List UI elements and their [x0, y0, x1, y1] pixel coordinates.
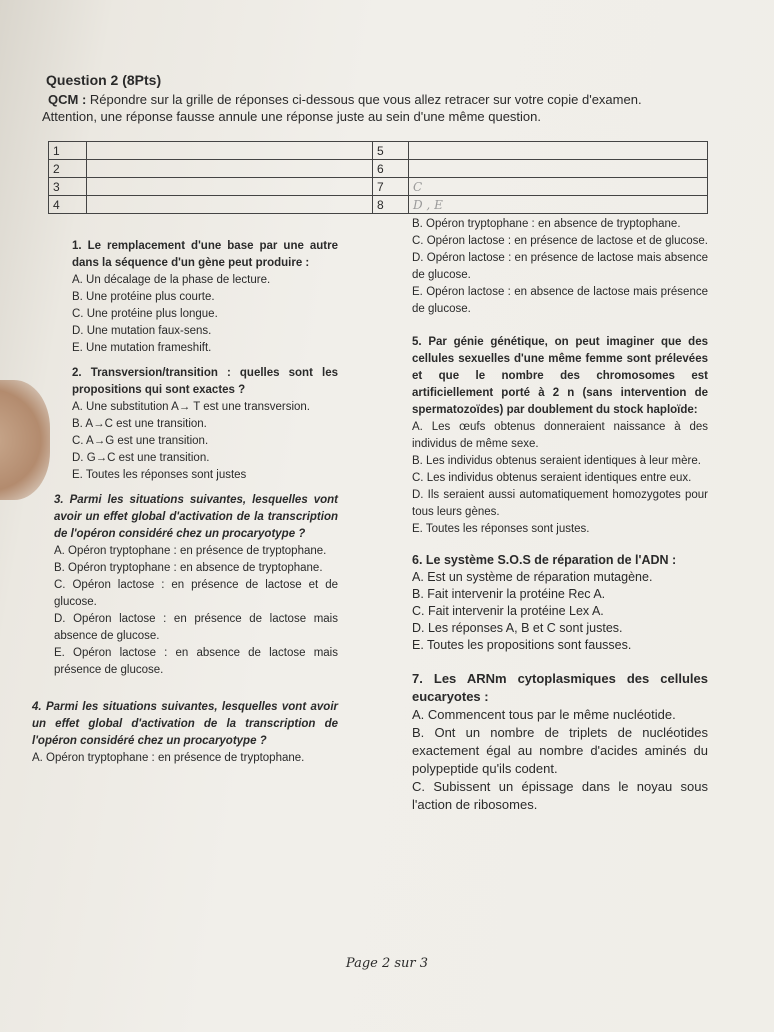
question-3 [20, 492, 338, 679]
option: B. Ont un nombre de triplets de nucléotides exactement égal au nombre d'acides aminés du polypeptide qu'ils codent. [412, 725, 708, 776]
option: D. Opéron lactose : en présence de lactose mais absence de glucose. [54, 613, 338, 642]
option: B. Opéron tryptophane : en absence de tryptophane. [412, 218, 681, 230]
grid-row [49, 178, 708, 196]
grid-answer [87, 196, 373, 214]
qcm-instruction [48, 92, 732, 107]
qcm-label: QCM : [48, 92, 87, 107]
option: A. Est un système de réparation mutagène. [412, 570, 653, 584]
question-header: 6. Le système S.O.S de réparation de l'ADN : [412, 553, 677, 567]
option: E. Opéron lactose : en absence de lactose mais présence de glucose. [412, 286, 708, 315]
question-title: Question 2 (8Pts) [46, 72, 162, 88]
option: E. Une mutation frameshift. [72, 342, 212, 354]
option: B. Fait intervenir la protéine Rec A. [412, 587, 606, 601]
qcm-text: Répondre sur la grille de réponses ci-dessous que vous allez retracer sur votre copie d'examen. [89, 92, 642, 107]
grid-number: 6 [373, 160, 409, 178]
question-1 [20, 238, 338, 357]
grid-answer [87, 142, 373, 160]
option: A. Opéron tryptophane : en présence de tryptophane. [32, 752, 305, 764]
question-4-continued [412, 216, 708, 318]
option: D. G→C est une transition. [72, 452, 210, 464]
question-2 [20, 365, 338, 484]
page-number: Page 2 sur 3 [345, 956, 429, 971]
question-header: 1. Le remplacement d'une base par une autre dans la séquence d'un gène peut produire : [72, 240, 338, 269]
option: D. Les réponses A, B et C sont justes. [412, 621, 623, 635]
option: C. Une protéine plus longue. [72, 308, 218, 320]
option: D. Une mutation faux-sens. [72, 325, 212, 337]
grid-number: 7 [373, 178, 409, 196]
question-header: 4. Parmi les situations suivantes, lesquelles vont avoir un effet global d'activation de la transcription de l'opéron considéré chez un procaryotype ? [32, 701, 338, 747]
grid-number: 5 [373, 142, 409, 160]
option: B. Une protéine plus courte. [72, 291, 215, 303]
option: C. Opéron lactose : en présence de lactose et de glucose. [54, 579, 338, 608]
question-header: 5. Par génie génétique, on peut imaginer que des cellules sexuelles d'une même femme sont prélevées et que le nombre des chromosomes est artificiellement porté à 2 n (sans intervention de spermatozoïdes) par doublement du stock haploïde: [412, 336, 708, 416]
grid-answer [409, 142, 708, 160]
option: D. Opéron lactose : en présence de lactose mais absence de glucose. [412, 252, 708, 281]
grid-answer [87, 160, 373, 178]
option: C. Les individus obtenus seraient identiques entre eux. [412, 472, 692, 484]
question-7 [412, 670, 708, 814]
option: D. Ils seraient aussi automatiquement homozygotes pour tous leurs gènes. [412, 489, 708, 518]
grid-number: 2 [49, 160, 87, 178]
grid-number: 8 [373, 196, 409, 214]
question-header: 7. Les ARNm cytoplasmiques des cellules eucaryotes : [412, 671, 708, 704]
option: E. Opéron lactose : en absence de lactose mais présence de glucose. [54, 647, 338, 676]
grid-answer: D , E [409, 196, 708, 214]
option: E. Toutes les réponses sont justes. [412, 523, 590, 535]
question-header [42, 72, 732, 124]
option: A. Opéron tryptophane : en présence de tryptophane. [54, 545, 327, 557]
grid-number: 4 [49, 196, 87, 214]
option: A. Les œufs obtenus donneraient naissance à des individus de même sexe. [412, 421, 708, 450]
option: A. Un décalage de la phase de lecture. [72, 274, 271, 286]
option: A. Commencent tous par le même nucléotide. [412, 707, 676, 722]
question-4 [20, 699, 338, 767]
grid-row [49, 160, 708, 178]
right-column [412, 216, 708, 822]
option: C. Opéron lactose : en présence de lactose et de glucose. [412, 235, 708, 247]
option: C. A→G est une transition. [72, 435, 209, 447]
option: E. Toutes les réponses sont justes [72, 469, 247, 481]
question-6 [412, 552, 708, 654]
option: C. Subissent un épissage dans le noyau sous l'action de ribosomes. [412, 779, 708, 812]
question-header: 2. Transversion/transition : quelles sont les propositions qui sont exactes ? [72, 367, 338, 396]
option: E. Toutes les propositions sont fausses. [412, 638, 632, 652]
option: A. Une substitution A→ T est une transversion. [72, 401, 311, 413]
option: B. Les individus obtenus seraient identiques à leur mère. [412, 455, 701, 467]
option: B. A→C est une transition. [72, 418, 207, 430]
left-column [20, 238, 338, 775]
grid-answer: C [409, 178, 708, 196]
option: B. Opéron tryptophane : en absence de tryptophane. [54, 562, 323, 574]
answer-grid [48, 141, 708, 214]
question-5 [412, 334, 708, 538]
attention-note: Attention, une réponse fausse annule une réponse juste au sein d'une même question. [42, 109, 541, 124]
grid-number: 1 [49, 142, 87, 160]
grid-row [49, 142, 708, 160]
grid-row [49, 196, 708, 214]
grid-answer [409, 160, 708, 178]
question-header: 3. Parmi les situations suivantes, lesquelles vont avoir un effet global d'activation de la transcription de l'opéron considéré chez un procaryotype ? [54, 494, 338, 540]
option: C. Fait intervenir la protéine Lex A. [412, 604, 604, 618]
grid-number: 3 [49, 178, 87, 196]
grid-answer [87, 178, 373, 196]
